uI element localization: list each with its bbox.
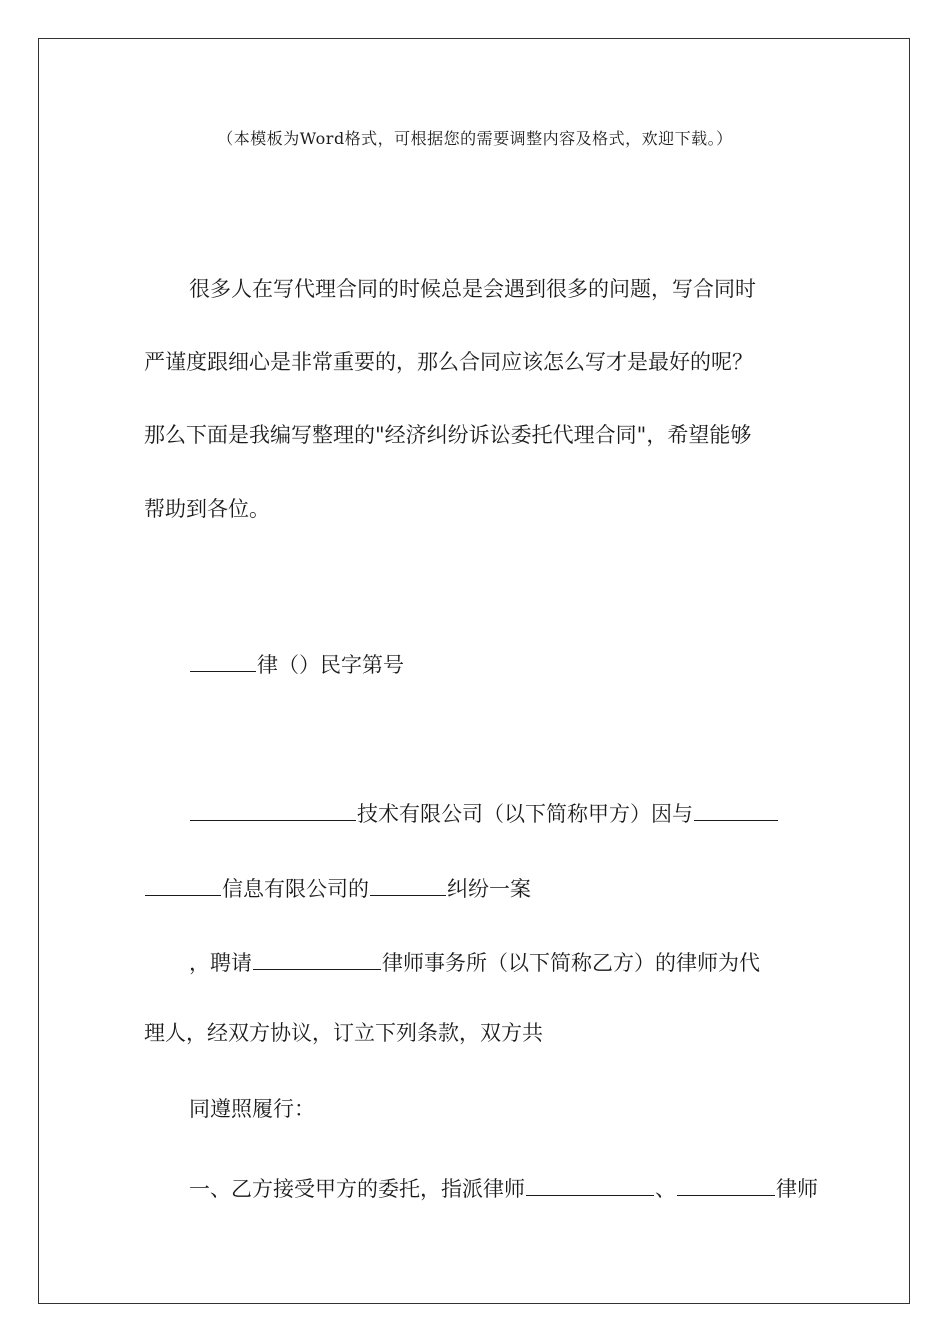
body-line-5: 同遵照履行： (189, 1097, 315, 1121)
fill-in-blank[interactable] (694, 800, 778, 821)
fill-in-blank[interactable] (145, 875, 221, 896)
intro-line-3: 那么下面是我编写整理的"经济纠纷诉讼委托代理合同"，希望能够 (144, 423, 752, 447)
fill-in-blank[interactable] (253, 949, 381, 970)
fill-in-blank[interactable] (190, 651, 256, 672)
fill-in-blank[interactable] (190, 800, 356, 821)
separator: 、 (655, 1177, 676, 1201)
body-text: 技术有限公司（以下简称甲方）因与 (357, 802, 693, 826)
body-line-2 (144, 875, 531, 900)
body-text: ，聘请 (189, 951, 252, 975)
page-border (38, 38, 910, 1304)
case-number-text: 律（）民字第号 (257, 653, 404, 677)
intro-line-2: 严谨度跟细心是非常重要的，那么合同应该怎么写才是最好的呢？ (144, 350, 753, 374)
fill-in-blank[interactable] (370, 875, 446, 896)
clause-1-line (189, 1175, 818, 1200)
fill-in-blank[interactable] (677, 1175, 775, 1196)
body-line-1 (189, 800, 779, 825)
template-note: （本模板为Word格式，可根据您的需要调整内容及格式，欢迎下载。） (217, 129, 733, 148)
body-text: 律师事务所（以下简称乙方）的律师为代 (382, 951, 760, 975)
body-text: 信息有限公司的 (222, 877, 369, 901)
body-line-4: 理人，经双方协议，订立下列条款，双方共 (144, 1021, 543, 1045)
body-text: 纠纷一案 (447, 877, 531, 901)
intro-line-4: 帮助到各位。 (144, 497, 270, 521)
fill-in-blank[interactable] (526, 1175, 654, 1196)
clause-text-tail: 律师 (776, 1177, 818, 1201)
case-number-line (189, 651, 404, 676)
intro-line-1: 很多人在写代理合同的时候总是会遇到很多的问题，写合同时 (189, 277, 756, 301)
body-line-3 (189, 949, 760, 974)
clause-text: 一、乙方接受甲方的委托，指派律师 (189, 1177, 525, 1201)
